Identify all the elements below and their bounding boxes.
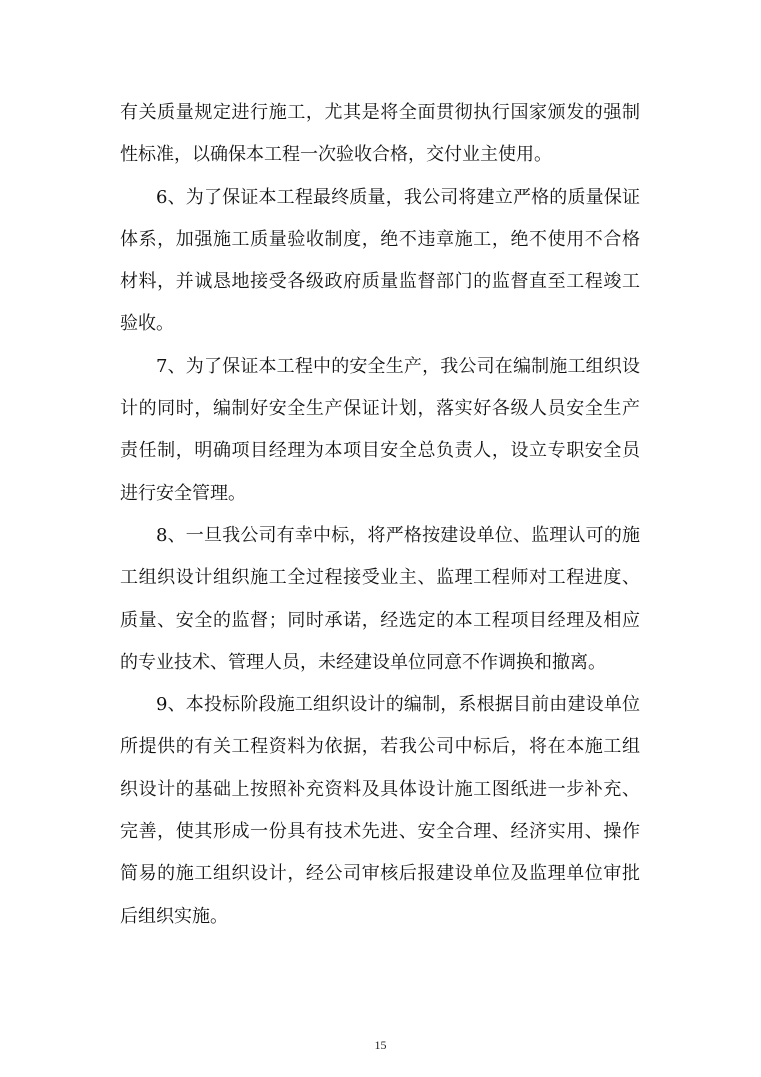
page-number: 15 xyxy=(374,1038,387,1052)
body-text xyxy=(120,92,640,938)
paragraph-item-6: 6、为了保证本工程最终质量，我公司将建立严格的质量保证体系，加强施工质量验收制度，绝不违章施工，绝不使用不合格材料，并诚恳地接受各级政府质量监督部门的监督直至工程竣工验收。 xyxy=(120,186,640,335)
paragraph-item-7: 7、为了保证本工程中的安全生产，我公司在编制施工组织设计的同时，编制好安全生产保证计划，落实好各级人员安全生产责任制，明确项目经理为本项目安全总负责人，设立专职安全员进行安全管理。 xyxy=(120,355,640,504)
paragraph-item-9: 9、本投标阶段施工组织设计的编制，系根据目前由建设单位所提供的有关工程资料为依据，若我公司中标后，将在本施工组织设计的基础上按照补充资料及具体设计施工图纸进一步补充、完善，使其形成一份具有技术先进、安全合理、经济实用、操作简易的施工组织设计，经公司审核后报建设单位及监理单位审批后组织实施。 xyxy=(120,694,640,927)
paragraph-continuation: 有关质量规定进行施工，尤其是将全面贯彻执行国家颁发的强制性标准，以确保本工程一次验收合格，交付业主使用。 xyxy=(120,102,640,166)
paragraph-item-8: 8、一旦我公司有幸中标，将严格按建设单位、监理认可的施工组织设计组织施工全过程接受业主、监理工程师对工程进度、质量、安全的监督；同时承诺，经选定的本工程项目经理及相应的专业技术、管理人员，未经建设单位同意不作调换和撤离。 xyxy=(120,524,640,673)
